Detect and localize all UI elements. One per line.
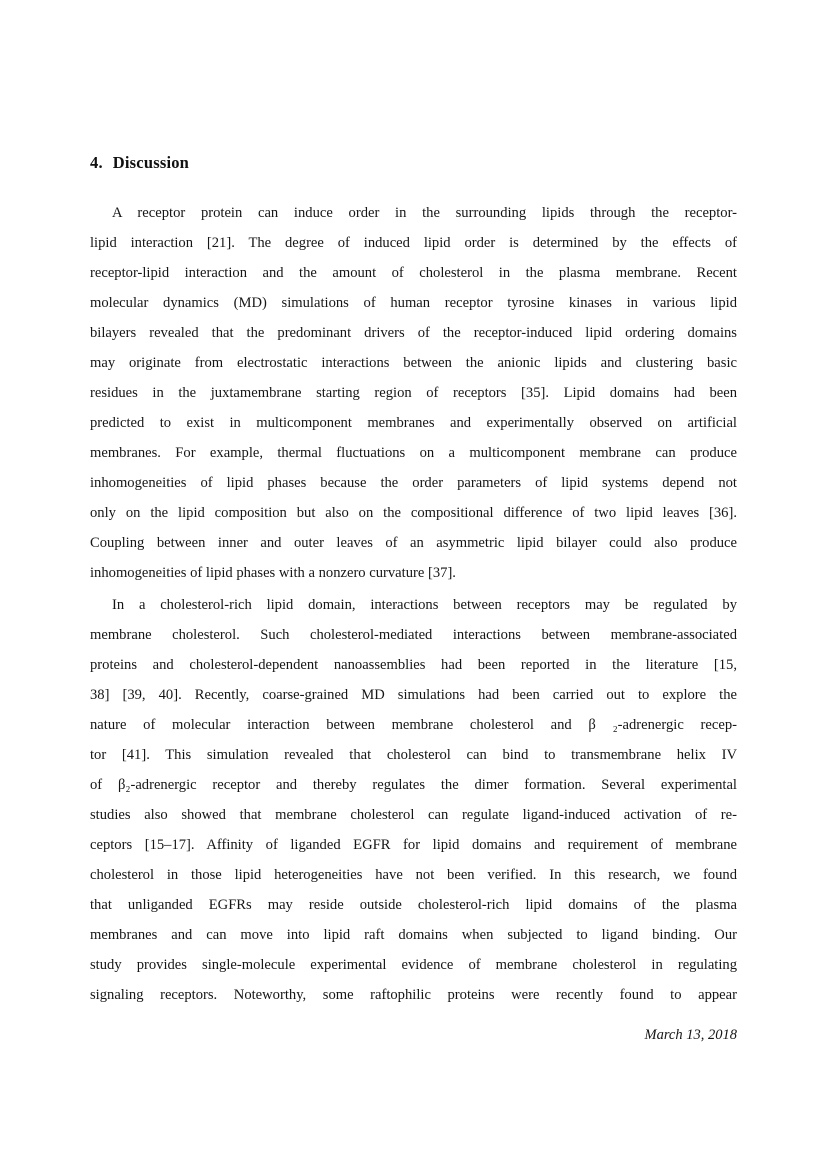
text-line: Coupling between inner and outer leaves of an asymmetric lipid bilayer could also produce <box>90 535 737 551</box>
paragraph <box>90 198 737 588</box>
text-line: membranes and can move into lipid raft domains when subjected to ligand binding. Our <box>90 927 737 943</box>
text-line: only on the lipid composition but also on the compositional difference of two lipid leaves [36]. <box>90 505 737 521</box>
text-line: membranes. For example, thermal fluctuations on a multicomponent membrane can produce <box>90 445 737 461</box>
text-line: that unliganded EGFRs may reside outside cholesterol-rich lipid domains of the plasma <box>90 897 737 913</box>
document-body <box>90 198 737 1010</box>
text-line: A receptor protein can induce order in the surrounding lipids through the receptor- <box>112 205 737 221</box>
date-stamp: March 13, 2018 <box>644 1027 737 1043</box>
section-title: Discussion <box>112 153 190 172</box>
text-column <box>90 153 737 1044</box>
text-line: tor [41]. This simulation revealed that cholesterol can bind to transmembrane helix IV <box>90 747 737 763</box>
text-line: nature of molecular interaction between membrane cholesterol and β ₂-adrenergic recep- <box>90 717 737 733</box>
text-line: receptor-lipid interaction and the amount of cholesterol in the plasma membrane. Recent <box>90 265 737 281</box>
text-line: proteins and cholesterol-dependent nanoassemblies had been reported in the literature [15, <box>90 657 737 673</box>
text-line: cholesterol in those lipid heterogeneities have not been verified. In this research, we found <box>90 867 737 883</box>
text-line: 38] [39, 40]. Recently, coarse-grained MD simulations had been carried out to explore the <box>90 687 737 703</box>
text-line: molecular dynamics (MD) simulations of human receptor tyrosine kinases in various lipid <box>90 295 737 311</box>
text-line: inhomogeneities of lipid phases because the order parameters of lipid systems depend not <box>90 475 737 491</box>
section-number: 4. <box>90 153 103 172</box>
text-line: residues in the juxtamembrane starting region of receptors [35]. Lipid domains had been <box>90 385 737 401</box>
text-line: lipid interaction [21]. The degree of induced lipid order is determined by the effects of <box>90 235 737 251</box>
text-line: of β₂-adrenergic receptor and thereby regulates the dimer formation. Several experimental <box>90 777 737 793</box>
text-line: predicted to exist in multicomponent membranes and experimentally observed on artificial <box>90 415 737 431</box>
text-line: membrane cholesterol. Such cholesterol-mediated interactions between membrane-associated <box>90 627 737 643</box>
text-line: ceptors [15–17]. Affinity of liganded EGFR for lipid domains and requirement of membrane <box>90 837 737 853</box>
section-heading <box>90 153 737 173</box>
text-line: study provides single-molecule experimental evidence of membrane cholesterol in regulating <box>90 957 737 973</box>
text-line: signaling receptors. Noteworthy, some raftophilic proteins were recently found to appear <box>90 987 737 1003</box>
text-line: studies also showed that membrane cholesterol can regulate ligand-induced activation of re- <box>90 807 737 823</box>
text-line: bilayers revealed that the predominant drivers of the receptor-induced lipid ordering domains <box>90 325 737 341</box>
text-line: In a cholesterol-rich lipid domain, interactions between receptors may be regulated by <box>112 597 737 613</box>
paragraph <box>90 590 737 1010</box>
text-line: may originate from electrostatic interactions between the anionic lipids and clustering basic <box>90 355 737 371</box>
text-line: inhomogeneities of lipid phases with a nonzero curvature [37]. <box>90 565 456 581</box>
